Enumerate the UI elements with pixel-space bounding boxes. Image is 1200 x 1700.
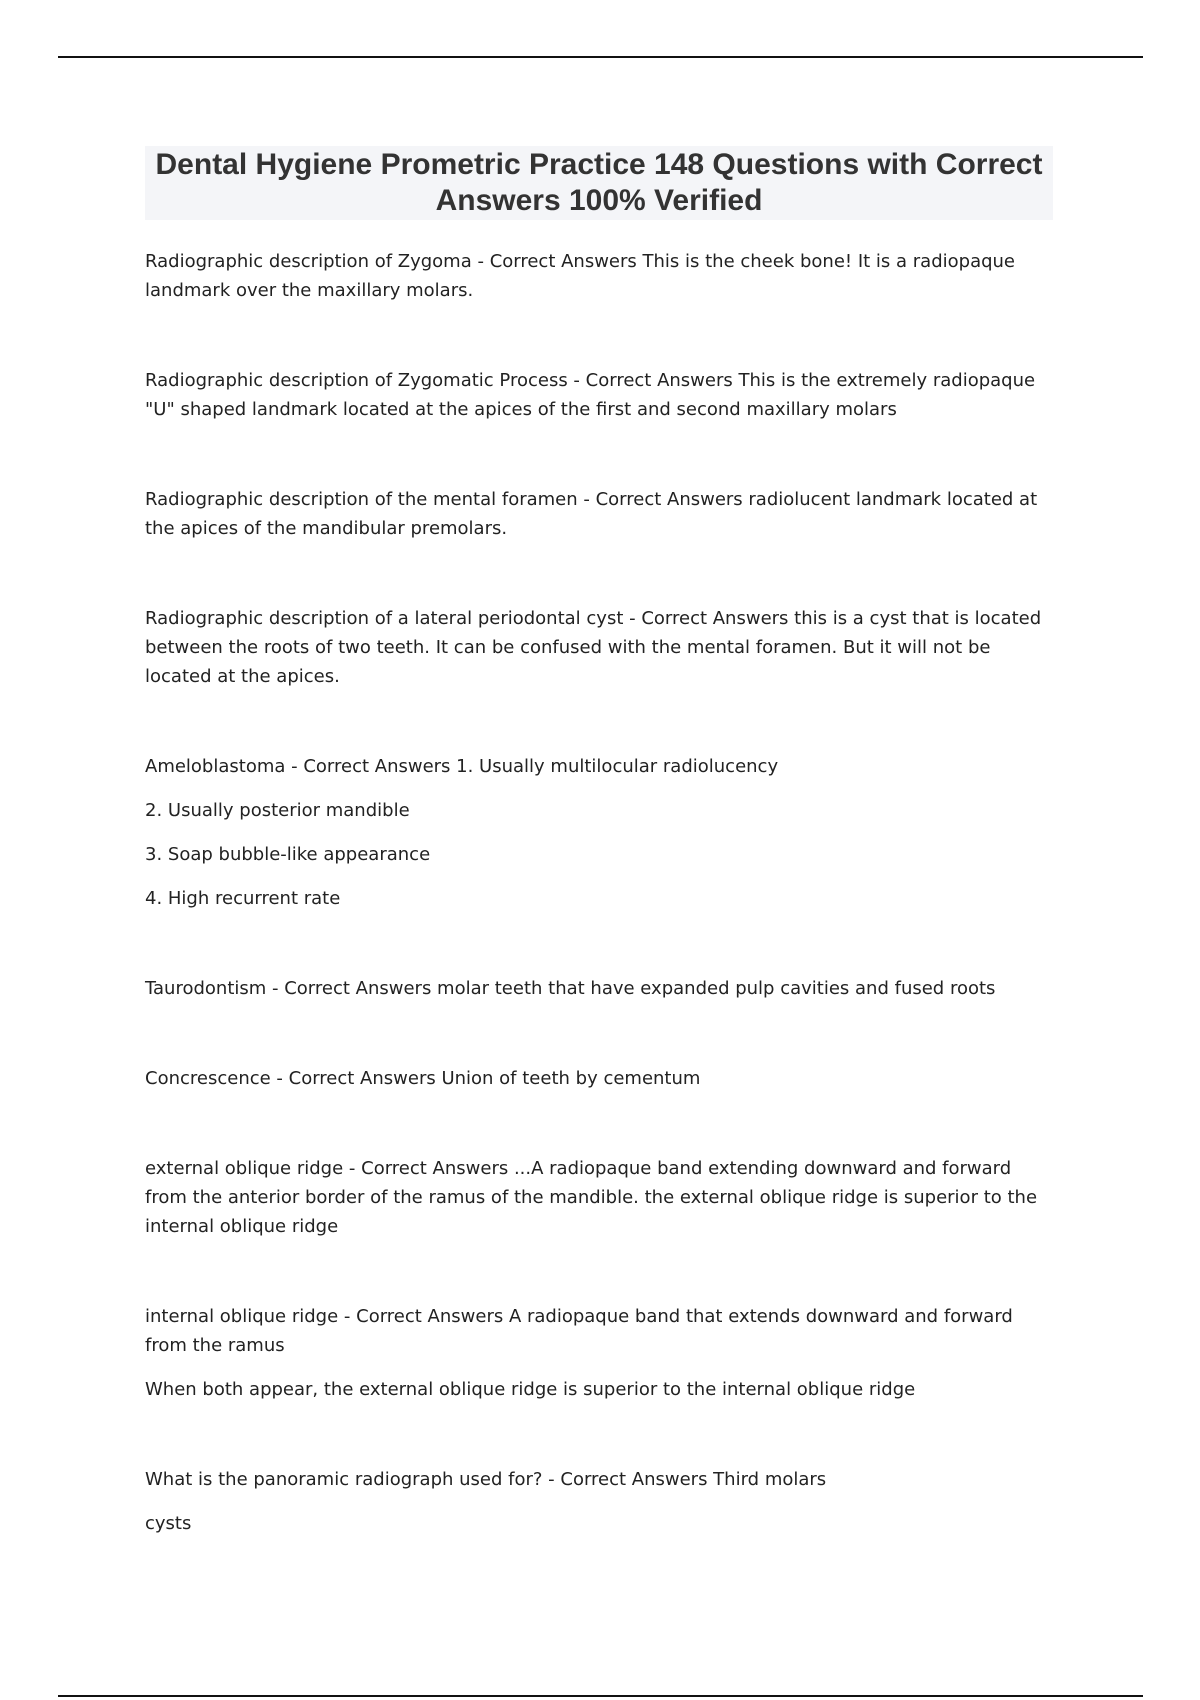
qa-paragraph: Radiographic description of Zygomatic Process - Correct Answers This is the extremely radiopaque "U" shaped landmark located at the apices of the first and second maxillary molars	[145, 370, 1036, 420]
qa-paragraph: 2. Usually posterior mandible	[145, 800, 410, 821]
qa-entry	[145, 974, 1055, 1003]
top-rule	[58, 56, 1143, 58]
qa-paragraph: external oblique ridge - Correct Answers ...A radiopaque band extending downward and forward from the anterior border of the ramus of the mandible. the external oblique ridge is superior to the internal oblique ridge	[145, 1158, 1038, 1237]
qa-paragraph: internal oblique ridge - Correct Answers A radiopaque band that extends downward and forward from the ramus	[145, 1306, 1013, 1356]
title-banner	[145, 146, 1053, 220]
qa-paragraph: Radiographic description of a lateral periodontal cyst - Correct Answers this is a cyst that is located between the roots of two teeth. It can be confused with the mental foramen. But it will not be located at the apices.	[145, 608, 1042, 687]
qa-entry	[145, 604, 1055, 691]
qa-list	[145, 247, 1055, 1599]
qa-entry	[145, 247, 1055, 305]
page-title: Dental Hygiene Prometric Practice 148 Questions with Correct Answers 100% Verified	[155, 148, 1043, 217]
qa-entry	[145, 485, 1055, 543]
bottom-rule	[58, 1695, 1143, 1697]
qa-paragraph: Ameloblastoma - Correct Answers 1. Usually multilocular radiolucency	[145, 756, 779, 777]
qa-paragraph: Radiographic description of Zygoma - Correct Answers This is the cheek bone! It is a radiopaque landmark over the maxillary molars.	[145, 251, 1016, 301]
qa-entry	[145, 366, 1055, 424]
qa-entry	[145, 1064, 1055, 1093]
qa-entry	[145, 1465, 1055, 1538]
qa-entry	[145, 1154, 1055, 1241]
qa-entry	[145, 1302, 1055, 1404]
qa-paragraph: When both appear, the external oblique ridge is superior to the internal oblique ridge	[145, 1379, 916, 1400]
qa-paragraph: cysts	[145, 1513, 192, 1534]
qa-paragraph: 3. Soap bubble-like appearance	[145, 844, 431, 865]
qa-paragraph: What is the panoramic radiograph used for? - Correct Answers Third molars	[145, 1469, 827, 1490]
qa-paragraph: Concrescence - Correct Answers Union of teeth by cementum	[145, 1068, 701, 1089]
qa-paragraph: 4. High recurrent rate	[145, 888, 341, 909]
qa-paragraph: Radiographic description of the mental foramen - Correct Answers radiolucent landmark located at the apices of the mandibular premolars.	[145, 489, 1038, 539]
qa-entry	[145, 752, 1055, 913]
qa-paragraph: Taurodontism - Correct Answers molar teeth that have expanded pulp cavities and fused roots	[145, 978, 996, 999]
